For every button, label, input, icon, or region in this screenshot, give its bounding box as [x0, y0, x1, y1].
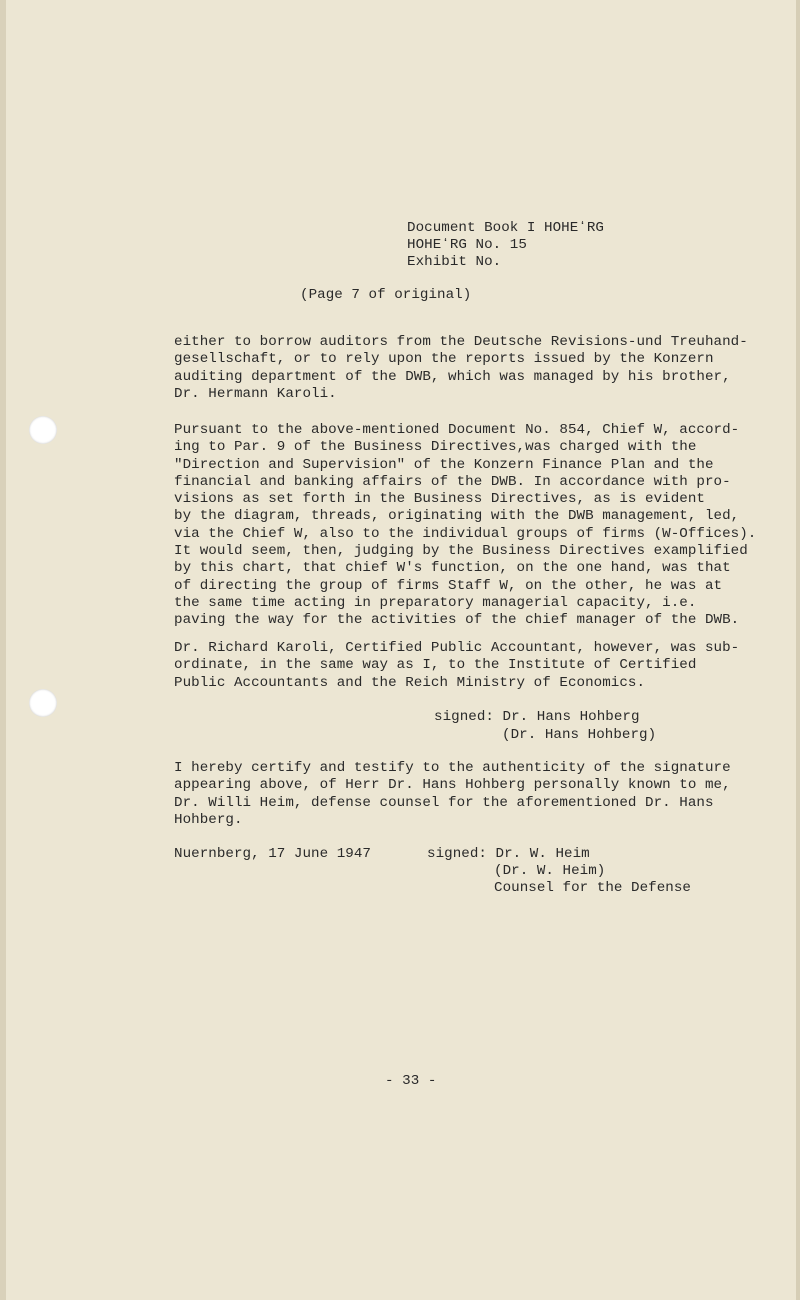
header-document-book: Document Book I HOHEʻRG	[407, 220, 604, 236]
text-line: Hohberg.	[174, 811, 243, 828]
page-left-edge	[0, 0, 6, 1300]
text-line: I hereby certify and testify to the authenticity of the signature	[174, 760, 731, 776]
signature-heim-title: Counsel for the Defense	[494, 880, 691, 896]
header-exhibit-number: Exhibit No.	[407, 254, 502, 270]
header-document-number: HOHEʻRG No. 15	[407, 237, 527, 253]
signature-heim-name: (Dr. W. Heim)	[494, 863, 606, 879]
text-line: financial and banking affairs of the DWB. In accordance with pro-	[174, 473, 731, 490]
place-date: Nuernberg, 17 June 1947	[174, 846, 371, 862]
page-reference: (Page 7 of original)	[300, 287, 472, 303]
paragraph-chief-w	[174, 422, 757, 630]
signature-hohberg-name: (Dr. Hans Hohberg)	[502, 727, 657, 743]
signature-hohberg: signed: Dr. Hans Hohberg	[434, 709, 640, 725]
text-line: Public Accountants and the Reich Ministry of Economics.	[174, 674, 646, 691]
text-line: by this chart, that chief W's function, on the one hand, was that	[174, 560, 731, 577]
text-line: auditing department of the DWB, which was managed by his brother,	[174, 368, 731, 385]
paragraph-karoli	[174, 640, 754, 692]
text-line: the same time acting in preparatory managerial capacity, i.e.	[174, 594, 697, 611]
text-line: It would seem, then, judging by the Business Directives examplified	[174, 543, 748, 560]
text-line: of directing the group of firms Staff W, on the other, he was at	[174, 577, 723, 594]
text-line: Dr. Hermann Karoli.	[174, 385, 337, 402]
text-line: "Direction and Supervision" of the Konzern Finance Plan and the	[174, 456, 714, 473]
text-line: Pursuant to the above-mentioned Document No. 854, Chief W, accord-	[174, 422, 740, 438]
punch-hole-top	[29, 416, 57, 444]
page-number: - 33 -	[385, 1073, 437, 1089]
text-line: gesellschaft, or to rely upon the reports issued by the Konzern	[174, 351, 714, 368]
paragraph-certification	[174, 760, 754, 829]
text-line: by the diagram, threads, originating with the DWB management, led,	[174, 508, 740, 525]
text-line: Dr. Willi Heim, defense counsel for the aforementioned Dr. Hans	[174, 794, 714, 811]
text-line: either to borrow auditors from the Deutsche Revisions-und Treuhand-	[174, 334, 748, 350]
text-line: ing to Par. 9 of the Business Directives,was charged with the	[174, 439, 697, 456]
text-line: ordinate, in the same way as I, to the Institute of Certified	[174, 657, 697, 674]
signature-heim: signed: Dr. W. Heim	[427, 846, 590, 862]
text-line: paving the way for the activities of the chief manager of the DWB.	[174, 612, 740, 629]
text-line: visions as set forth in the Business Directives, as is evident	[174, 491, 705, 508]
punch-hole-bottom	[29, 689, 57, 717]
text-line: appearing above, of Herr Dr. Hans Hohberg personally known to me,	[174, 777, 731, 794]
text-line: via the Chief W, also to the individual groups of firms (W-Offices).	[174, 525, 757, 542]
page-right-edge	[796, 0, 800, 1300]
paragraph-auditors	[174, 334, 754, 403]
text-line: Dr. Richard Karoli, Certified Public Accountant, however, was sub-	[174, 640, 740, 656]
